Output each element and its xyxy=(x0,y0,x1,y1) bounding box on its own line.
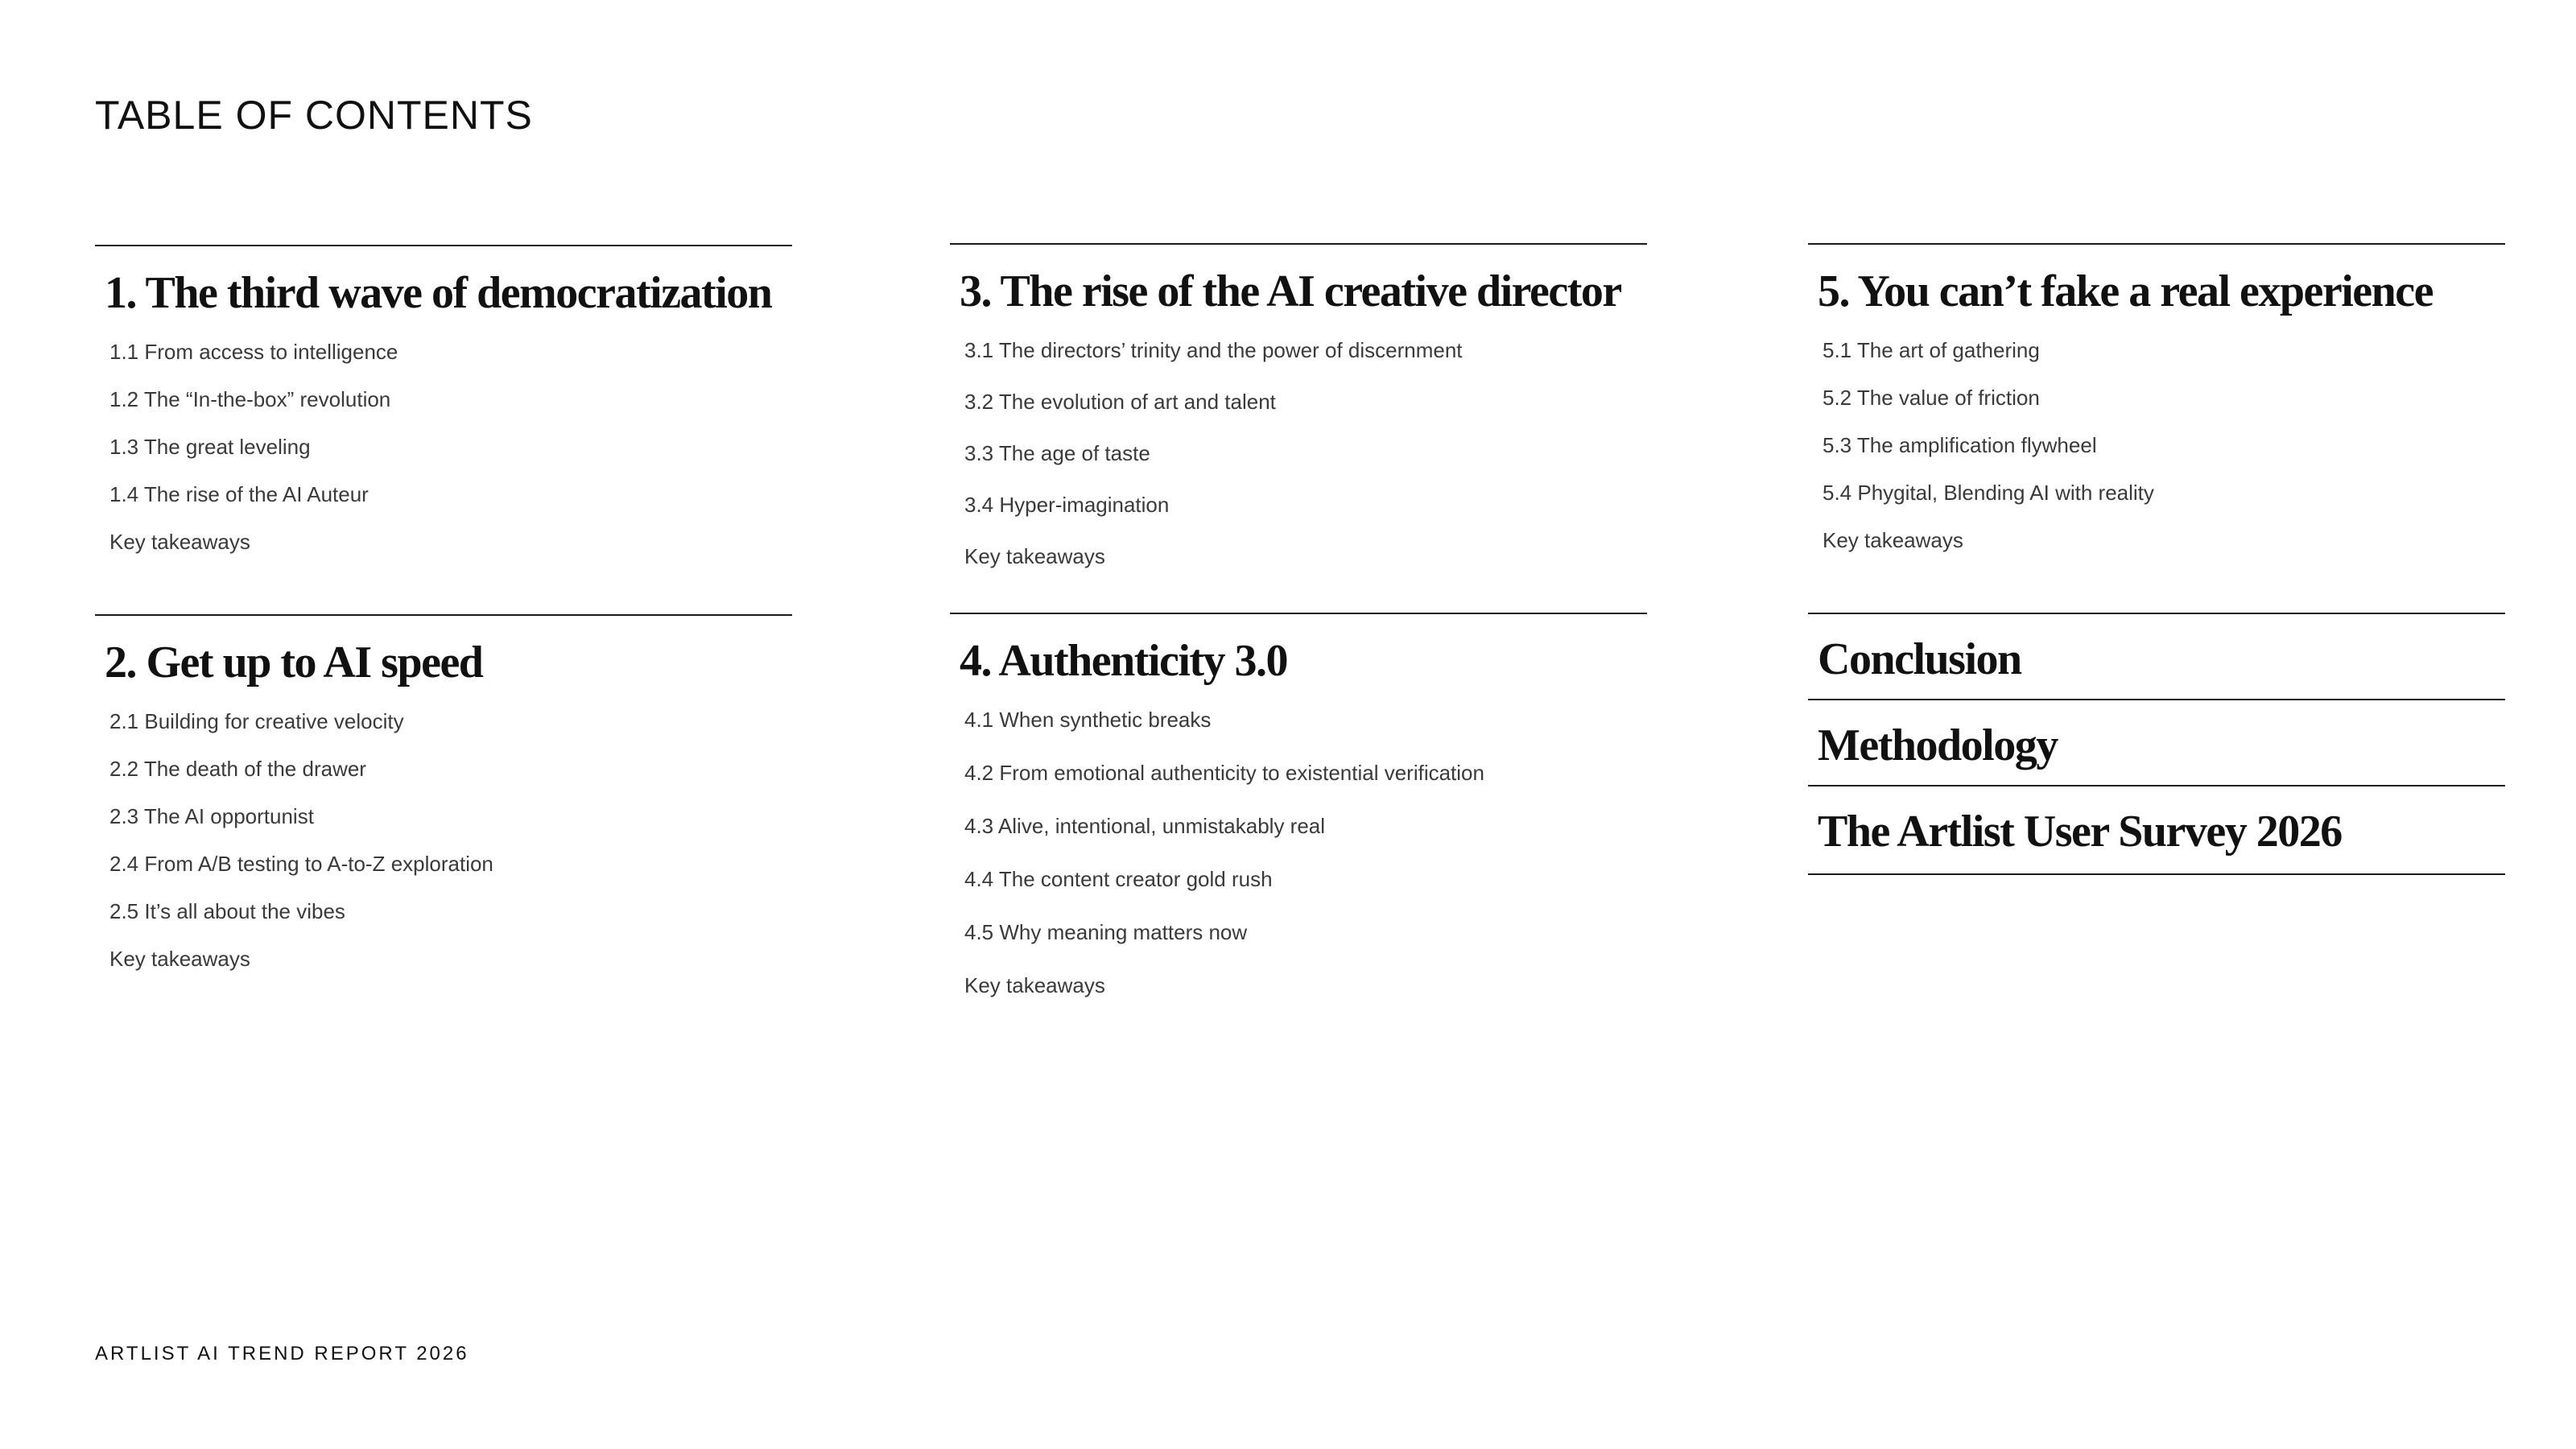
toc-section-5 xyxy=(1808,243,2505,577)
toc-item[interactable]: 4.4 The content creator gold rush xyxy=(964,867,1273,891)
toc-item[interactable]: 4.2 From emotional authenticity to existential verification xyxy=(964,761,1484,785)
toc-item[interactable]: Key takeaways xyxy=(109,947,250,971)
toc-item[interactable]: 5.4 Phygital, Blending AI with reality xyxy=(1823,481,2154,505)
footer-report-name: ARTLIST AI TREND REPORT 2026 xyxy=(95,1343,469,1364)
toc-section-1 xyxy=(95,245,792,579)
toc-item[interactable]: 2.5 It’s all about the vibes xyxy=(109,899,345,923)
toc-item[interactable]: 3.1 The directors’ trinity and the power of discernment xyxy=(964,338,1463,362)
section-item-list xyxy=(950,709,1647,996)
toc-item[interactable]: 5.2 The value of friction xyxy=(1823,386,2040,410)
toc-item[interactable]: 4.1 When synthetic breaks xyxy=(964,708,1212,732)
toc-item[interactable]: 5.1 The art of gathering xyxy=(1823,338,2040,362)
toc-item[interactable]: 2.4 From A/B testing to A-to-Z exploration xyxy=(109,852,493,876)
toc-item[interactable]: Key takeaways xyxy=(964,544,1105,568)
conclusion-title[interactable]: Conclusion xyxy=(1818,634,2021,684)
toc-item[interactable]: 3.4 Hyper-imagination xyxy=(964,493,1170,517)
section-title[interactable]: 4. Authenticity 3.0 xyxy=(960,636,1288,686)
toc-item[interactable]: Key takeaways xyxy=(109,530,250,554)
toc-item[interactable]: 2.1 Building for creative velocity xyxy=(109,709,404,733)
toc-item[interactable]: 5.3 The amplification flywheel xyxy=(1823,433,2097,457)
toc-user-survey xyxy=(1808,785,2505,875)
toc-item[interactable]: 4.3 Alive, intentional, unmistakably real xyxy=(964,814,1326,838)
section-item-list xyxy=(95,711,792,969)
toc-item[interactable]: 3.2 The evolution of art and talent xyxy=(964,390,1276,414)
section-item-list xyxy=(1808,340,2505,551)
toc-item[interactable]: 1.3 The great leveling xyxy=(109,435,311,459)
user-survey-title[interactable]: The Artlist User Survey 2026 xyxy=(1818,807,2342,857)
section-title[interactable]: 3. The rise of the AI creative director xyxy=(960,266,1621,316)
toc-section-3 xyxy=(950,243,1647,597)
section-title[interactable]: 1. The third wave of democratization xyxy=(105,268,772,318)
toc-item[interactable]: 1.4 The rise of the AI Auteur xyxy=(109,482,369,506)
toc-conclusion xyxy=(1808,613,2505,699)
toc-item[interactable]: 2.2 The death of the drawer xyxy=(109,757,366,781)
toc-item[interactable]: 1.1 From access to intelligence xyxy=(109,340,398,364)
section-item-list xyxy=(95,341,792,552)
toc-item[interactable]: 4.5 Why meaning matters now xyxy=(964,920,1248,944)
toc-item[interactable]: 2.3 The AI opportunist xyxy=(109,804,314,828)
toc-item[interactable]: Key takeaways xyxy=(964,973,1105,997)
toc-item[interactable]: 3.3 The age of taste xyxy=(964,441,1150,465)
toc-section-4 xyxy=(950,613,1647,1028)
section-item-list xyxy=(950,340,1647,567)
section-title[interactable]: 5. You can’t fake a real experience xyxy=(1818,266,2433,316)
toc-methodology xyxy=(1808,699,2505,785)
methodology-title[interactable]: Methodology xyxy=(1818,720,2058,770)
toc-item[interactable]: 1.2 The “In-the-box” revolution xyxy=(109,387,391,411)
section-title[interactable]: 2. Get up to AI speed xyxy=(105,638,483,687)
toc-item[interactable]: Key takeaways xyxy=(1823,528,1963,552)
page-title: TABLE OF CONTENTS xyxy=(95,93,533,138)
toc-section-2 xyxy=(95,614,792,996)
